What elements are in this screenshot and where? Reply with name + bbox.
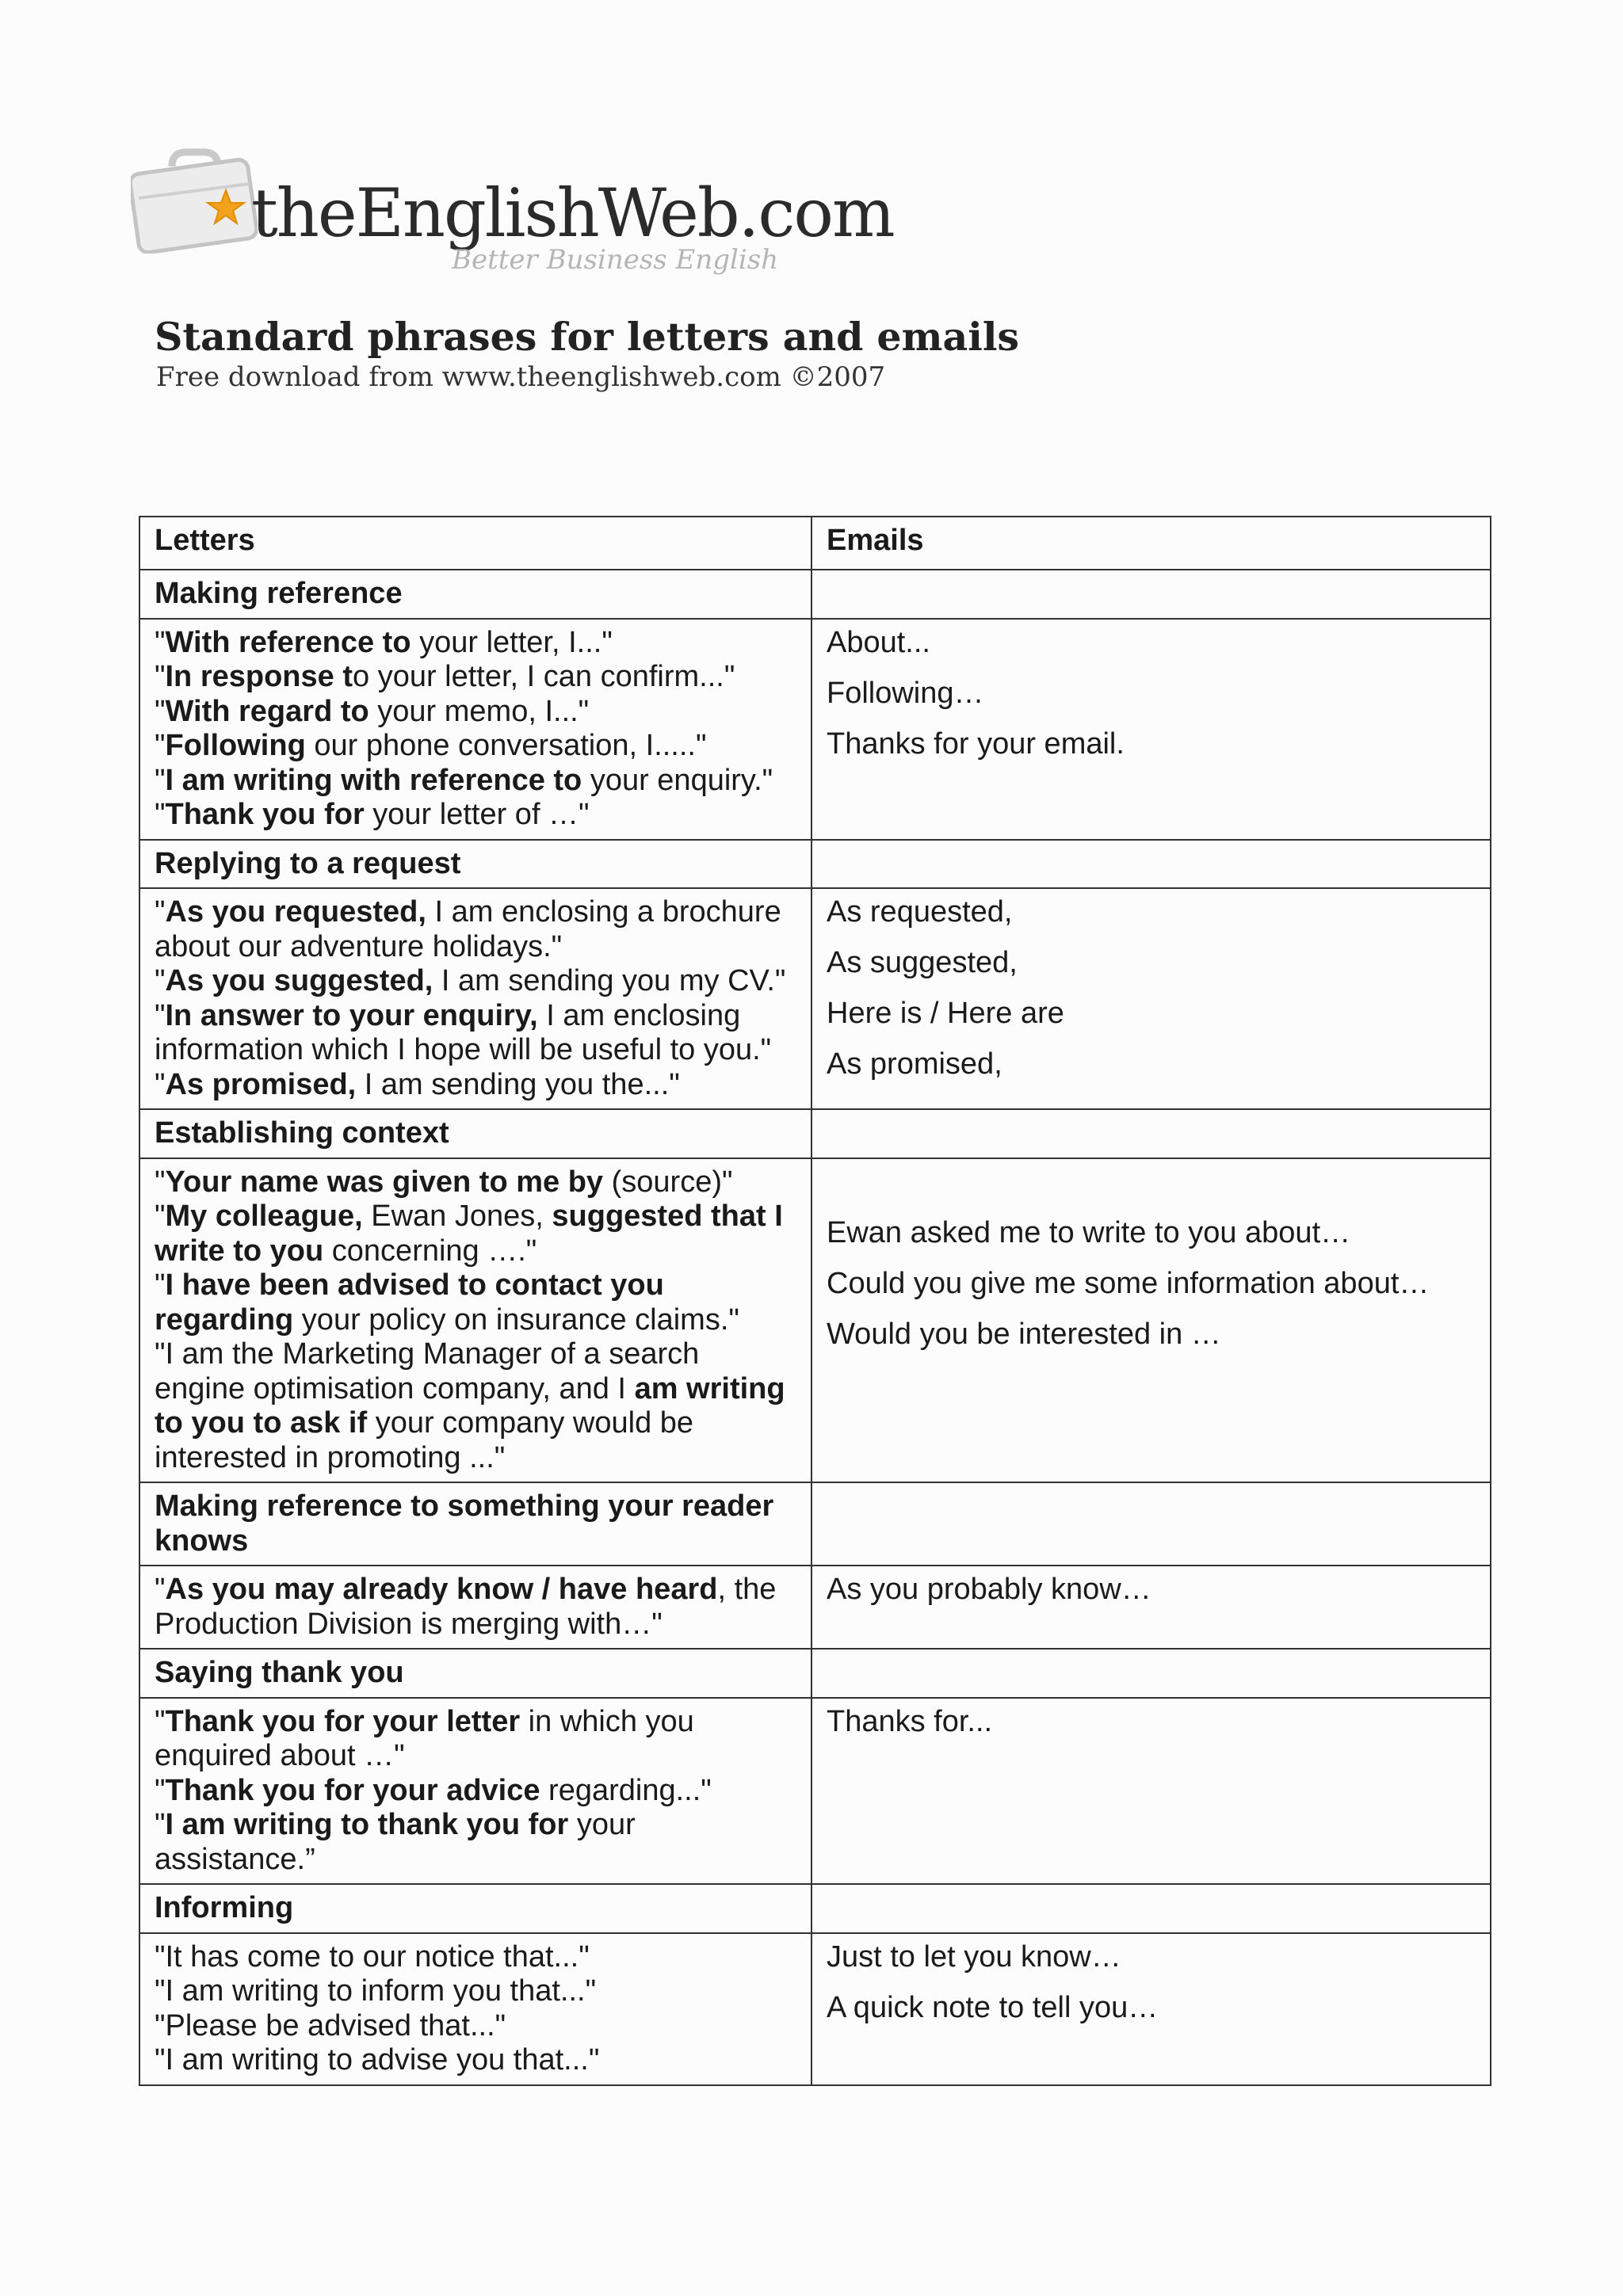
phrase-key-text: Following [165, 729, 306, 762]
section-heading-row [139, 1884, 1491, 1933]
phrase-key-text: Thank you for your advice [165, 1773, 540, 1807]
phrase-text: " [155, 964, 166, 997]
phrase-text: I am enclosing a brochure about our adventure holidays." [155, 895, 781, 963]
phrase-row [139, 888, 1491, 1109]
phrase-text: your letter, I..." [411, 625, 613, 659]
phrase-text: Ewan Jones, [362, 1199, 552, 1233]
phrase-text: your enquiry." [582, 763, 773, 797]
section-heading-empty-cell [812, 840, 1491, 889]
email-phrase: Could you give me some information about… [827, 1266, 1430, 1300]
phrase-key-text: Your name was given to me by [165, 1165, 604, 1199]
letter-phrase [155, 895, 796, 964]
letters-cell [139, 1698, 812, 1885]
phrase-key-text: With reference to [165, 625, 411, 659]
phrase-text: your memo, I..." [369, 694, 590, 728]
letter-phrase [155, 2009, 796, 2044]
phrase-row [139, 619, 1491, 840]
phrase-key-text: am writing to you to ask if [155, 1371, 785, 1440]
letter-phrase [155, 626, 796, 661]
email-phrase: Here is / Here are [827, 997, 1064, 1030]
letter-phrase [155, 964, 796, 999]
letter-phrase [155, 1268, 796, 1337]
phrase-row [139, 1158, 1491, 1483]
phrase-row [139, 1698, 1491, 1885]
phrase-text: o your letter, I can confirm..." [353, 660, 735, 693]
section-heading-row [139, 1649, 1491, 1698]
email-phrase: About... [827, 625, 930, 659]
phrase-text: your assistance.” [155, 1808, 636, 1876]
phrase-key-text: Thank you for your letter [165, 1704, 521, 1738]
email-phrase: As suggested, [827, 946, 1018, 979]
phrase-key-text: With regard to [165, 694, 369, 728]
email-phrase: As requested, [827, 895, 1013, 929]
letter-phrase [155, 1774, 796, 1809]
phrase-text: " [155, 998, 166, 1032]
letter-phrase [155, 1940, 796, 1975]
header-letters: Letters [139, 517, 812, 570]
letter-phrase [155, 999, 796, 1068]
phrase-text: "I am writing to inform you that..." [155, 1974, 597, 2008]
phrases-table [139, 516, 1491, 2086]
phrase-text: " [155, 1573, 166, 1606]
phrase-key-text: suggested that I write to you [155, 1199, 783, 1268]
phrase-text: " [155, 895, 166, 929]
email-phrase: A quick note to tell you… [827, 1990, 1159, 2024]
page-title: Standard phrases for letters and emails [155, 314, 1020, 360]
phrase-key-text: I am writing with reference to [165, 763, 582, 797]
phrase-text: your letter of …" [364, 798, 590, 831]
phrase-text: " [155, 798, 166, 831]
phrase-text: , the Production Division is merging with…" [155, 1573, 777, 1641]
section-heading: Replying to a request [139, 840, 812, 889]
section-heading-empty-cell [812, 570, 1491, 619]
emails-cell [812, 1158, 1491, 1483]
section-heading: Making reference to something your reader knows [139, 1482, 812, 1566]
email-phrase: Ewan asked me to write to you about… [827, 1215, 1351, 1249]
letters-cell [139, 1933, 812, 2085]
phrase-text: regarding..." [540, 1773, 712, 1807]
phrase-text: "Please be advised that..." [155, 2008, 506, 2042]
phrase-text: " [155, 660, 166, 693]
letter-phrase [155, 1573, 796, 1642]
letter-phrase [155, 1199, 796, 1268]
phrase-row [139, 1933, 1491, 2085]
site-logo [131, 143, 894, 285]
emails-cell [812, 1933, 1491, 2085]
phrase-text: I am sending you the..." [356, 1067, 680, 1101]
section-heading: Establishing context [139, 1109, 812, 1158]
email-phrase: As you probably know… [827, 1573, 1151, 1606]
phrase-text: in which you enquired about …" [155, 1704, 694, 1772]
table-header-row [139, 517, 1491, 570]
section-heading-row [139, 1109, 1491, 1158]
letters-cell [139, 888, 812, 1109]
section-heading-row [139, 840, 1491, 889]
phrase-row [139, 1566, 1491, 1649]
emails-cell [812, 619, 1491, 840]
phrase-key-text: As you suggested, [165, 964, 433, 997]
phrase-text: (source)" [603, 1165, 733, 1199]
phrase-text: your policy on insurance claims." [293, 1302, 739, 1337]
phrase-text: "I am the Marketing Manager of a search engine optimisation company, and I [155, 1337, 700, 1405]
phrase-text: " [155, 1199, 166, 1233]
letter-phrase [155, 1974, 796, 2009]
letter-phrase [155, 660, 796, 695]
phrase-text: " [155, 1704, 166, 1738]
phrase-key-text: In answer to your enquiry, [165, 998, 538, 1032]
letter-phrase [155, 1337, 796, 1475]
phrase-key-text: As you may already know / have heard [165, 1573, 718, 1606]
brand-name: theEnglishWeb.com [251, 174, 894, 252]
section-heading-row [139, 570, 1491, 619]
header-emails: Emails [812, 517, 1491, 570]
phrase-text: " [155, 625, 166, 659]
phrase-text: " [155, 694, 166, 728]
phrase-text: our phone conversation, I....." [305, 729, 707, 762]
letter-phrase [155, 764, 796, 799]
phrase-key-text: As promised, [165, 1067, 357, 1101]
letter-phrase [155, 729, 796, 764]
phrase-key-text: I have been advised to contact you regarding [155, 1268, 664, 1337]
email-phrase: Just to let you know… [827, 1939, 1121, 1974]
letters-cell [139, 619, 812, 840]
section-heading-empty-cell [812, 1649, 1491, 1698]
letter-phrase [155, 798, 796, 833]
letter-phrase [155, 1068, 796, 1103]
section-heading-empty-cell [812, 1482, 1491, 1566]
page-subtitle: Free download from www.theenglishweb.com ©2007 [156, 361, 886, 393]
brand-tagline: Better Business English [452, 244, 779, 276]
letters-cell [139, 1158, 812, 1483]
section-heading: Saying thank you [139, 1649, 812, 1698]
section-heading: Making reference [139, 570, 812, 619]
email-phrase: As promised, [827, 1047, 1002, 1081]
phrase-text: " [155, 729, 166, 762]
phrase-text: " [155, 1808, 166, 1841]
letters-cell [139, 1566, 812, 1649]
letter-phrase [155, 1705, 796, 1774]
phrase-text: " [155, 1773, 166, 1807]
section-heading: Informing [139, 1884, 812, 1933]
letter-phrase [155, 1165, 796, 1200]
phrase-text: "I am writing to advise you that..." [155, 2043, 600, 2077]
phrase-text: I am enclosing information which I hope will be useful to you." [155, 998, 772, 1066]
section-heading-empty-cell [812, 1884, 1491, 1933]
phrase-key-text: Thank you for [165, 798, 365, 831]
phrase-text: "It has come to our notice that..." [155, 1939, 590, 1974]
email-phrase: Following… [827, 676, 984, 710]
emails-cell [812, 888, 1491, 1109]
phrase-text: your company would be interested in promoting ..." [155, 1406, 694, 1474]
phrase-text: " [155, 1067, 166, 1101]
email-phrase: Thanks for... [827, 1704, 993, 1738]
phrase-text: " [155, 1268, 166, 1302]
letter-phrase [155, 2043, 796, 2078]
phrase-text: concerning …." [323, 1234, 537, 1268]
phrase-key-text: As you requested, [165, 895, 426, 929]
email-phrase: Would you be interested in … [827, 1317, 1221, 1351]
section-heading-row [139, 1482, 1491, 1566]
letter-phrase [155, 695, 796, 730]
phrase-text: " [155, 763, 166, 797]
emails-cell [812, 1698, 1491, 1885]
section-heading-empty-cell [812, 1109, 1491, 1158]
phrase-text: I am sending you my CV." [433, 964, 786, 997]
phrase-key-text: I am writing to thank you for [165, 1808, 569, 1841]
briefcase-star-icon [131, 143, 258, 254]
emails-cell [812, 1566, 1491, 1649]
phrase-key-text: My colleague, [165, 1199, 363, 1233]
phrase-text: " [155, 1165, 166, 1199]
phrase-key-text: In response t [165, 660, 353, 693]
email-phrase: Thanks for your email. [827, 727, 1125, 761]
letter-phrase [155, 1808, 796, 1877]
